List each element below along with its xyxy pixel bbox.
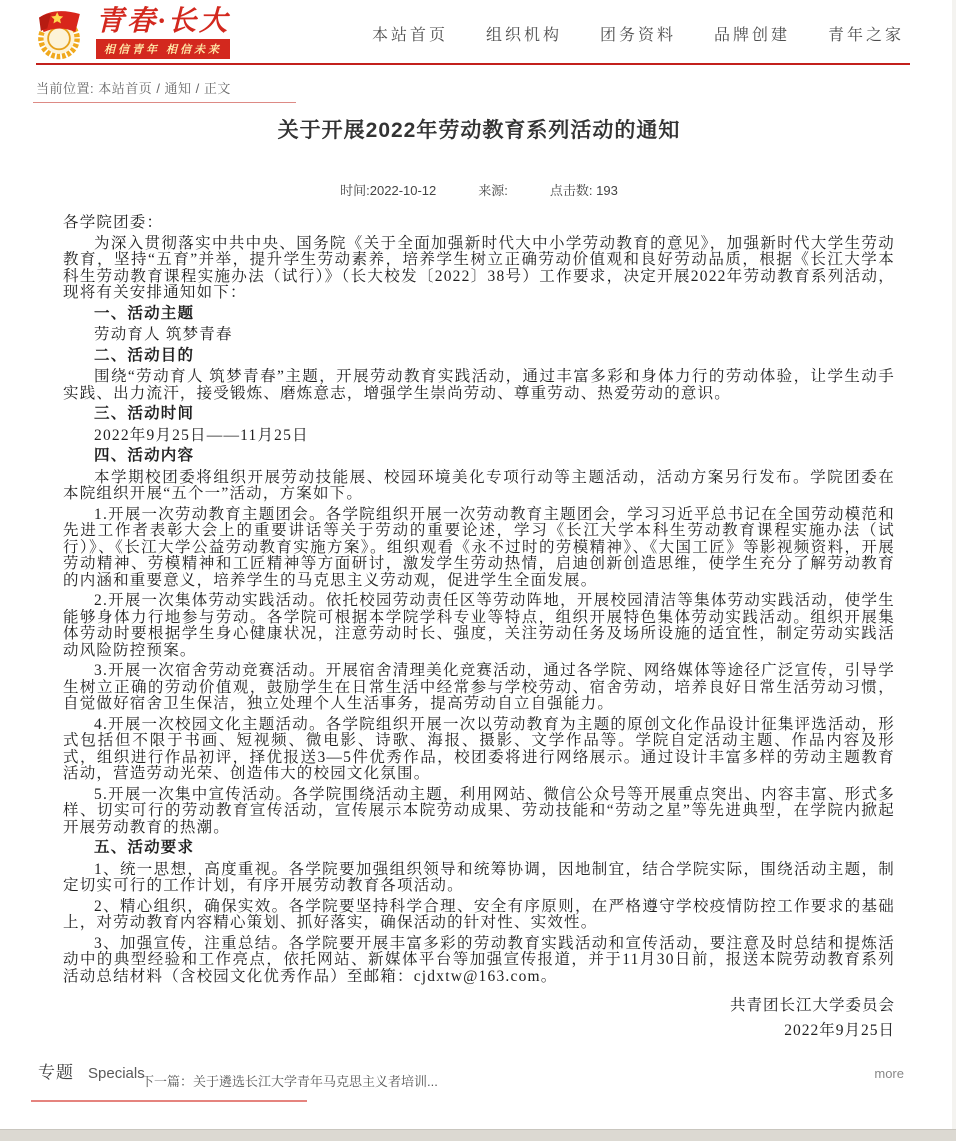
article-block-para: 围绕“劳动育人 筑梦青春”主题，开展劳动教育实践活动，通过丰富多彩和身体力行的劳动体验，让学生动手实践、出力流汗，接受锻炼、磨炼意志，增强学生崇尚劳动、尊重劳动、热爱劳动的意识。 [63,368,895,402]
article-block-para: 2.开展一次集体劳动实践活动。依托校园劳动责任区等劳动阵地，开展校园清洁等集体劳动实践活动，使学生能够身体力行地参与劳动。各学院可根据本学院学科专业等特点，组织开展特色集体劳动实践活动。组织开展集体劳动时要根据学生身心健康状况，注意劳动时长、强度，关注劳动任务及场所设施的适宜性，制定劳动实践活动风险防控预案。 [63,592,895,659]
page-right-edge [952,0,956,1129]
article-block-para: 为深入贯彻落实中共中央、国务院《关于全面加强新时代大中小学劳动教育的意见》，加强新时代大学生劳动教育，坚持“五育”并举，提升学生劳动素养，培养学生树立正确劳动价值观和良好劳动品质，根据《长江大学本科生劳动教育课程实施办法（试行）》（长大校发〔2022〕38号）工作要求，决定开展2022年劳动教育系列活动，现将有关安排通知如下： [63,234,895,301]
article-body [63,215,895,985]
article-block-heading: 三、活动时间 [94,405,195,422]
logo-slogan: 相信青年 相信未来 [96,39,230,59]
article-block-heading: 二、活动目的 [94,346,195,364]
article-block-heading: 一、活动主题 [94,304,195,322]
article-block-para: 本学期校团委将组织开展劳动技能展、校园环境美化专项行动等主题活动，活动方案另行发布。学院团委在本院组织开展“五个一”活动，方案如下。 [63,468,895,502]
article-block-para: 3.开展一次宿舍劳动竞赛活动。开展宿舍清理美化竞赛活动，通过各学院、网络媒体等途径广泛宣传，引导学生树立正确的劳动价值观，鼓励学生在日常生活中经常参与学校劳动、宿舍劳动，培养良好日常生活劳动习惯，自觉做好宿舍卫生保洁，独立处理个人生活事务，提高劳动自立自强能力。 [63,662,895,712]
nav-item-2[interactable]: 团务资料 [599,26,676,44]
logo-text-block [96,7,230,59]
youth-league-emblem-icon [30,4,88,62]
article-block-heading: 四、活动内容 [94,447,195,464]
specials-section-header [38,1058,904,1083]
article-block-plain: 劳动育人 筑梦青春 [94,326,233,343]
article-block-para: 1、统一思想，高度重视。各学院要加强组织领导和统筹协调，因地制宜，结合学院实际，围绕活动主题，制定切实可行的工作计划，有序开展劳动教育各项活动。 [63,860,895,894]
specials-more-link[interactable]: more [874,1066,904,1081]
main-nav [372,22,904,45]
article-block-para: 4.开展一次校园文化主题活动。各学院组织开展一次以劳动教育为主题的原创文化作品设计征集评选活动，形式包括但不限于书画、短视频、微电影、诗歌、海报、摄影、文学作品等。学院自定活动主题、作品内容及形式，组织进行作品初评，择优报送3—5件优秀作品，校团委将进行网络展示。通过设计丰富多样的劳动主题教育活动，营造劳动光荣、创造伟大的校园文化氛围。 [63,715,895,782]
breadcrumb[interactable]: 当前位置: 本站首页 / 通知 / 正文 [36,81,231,96]
article-block-para: 5.开展一次集中宣传活动。各学院围绕活动主题，利用网站、微信公众号等开展重点突出、内容丰富、形式多样、切实可行的劳动教育宣传活动，宣传展示本院劳动成果、劳动技能和“劳动之星”等先进典型，在学院内掀起开展劳动教育的热潮。 [63,785,895,836]
nav-item-4[interactable]: 青年之家 [827,26,904,44]
article-block-plain: 2022年9月25日——11月25日 [94,426,309,444]
page-bottom-band [0,1129,956,1141]
article-block-para: 2、精心组织，确保实效。各学院要坚持科学合理、安全有序原则，在严格遵守学校疫情防控工作要求的基础上，对劳动教育内容精心策划、抓好落实，确保活动的针对性、实效性。 [63,897,895,931]
article-hits: 点击数: 193 [549,183,618,198]
header-divider [36,63,910,65]
article-source: 来源: [478,183,508,198]
next-article-link[interactable]: 下一篇：关于遴选长江大学青年马克思主义者培训... [141,1074,438,1089]
specials-divider [31,1100,307,1102]
article-block-para: 3、加强宣传，注重总结。各学院要开展丰富多彩的劳动教育实践活动和宣传活动，要注意及时总结和提炼活动中的典型经验和工作亮点，依托网站、新媒体平台等加强宣传报道，并于11月30日前，报送本院劳动教育系列活动总结材料（含校园文化优秀作品）至邮箱：cjdxtw@163.com。 [63,934,895,985]
breadcrumb-divider [33,102,296,103]
specials-title-en: Specials [88,1065,145,1082]
article-meta [63,180,895,199]
logo-title: 青春·长大 [96,6,231,37]
signature-block [63,993,895,1043]
article-time: 时间:2022-10-12 [340,183,437,198]
article-block-para: 1.开展一次劳动教育主题团会。各学院组织开展一次劳动教育主题团会，学习习近平总书记在全国劳动模范和先进工作者表彰大会上的重要讲话等关于劳动的重要论述，学习《长江大学本科生劳动教育课程实施办法（试行）》、《长江大学公益劳动教育实施方案》。组织观看《永不过时的劳模精神》、《大国工匠》等影视频资料，开展劳动精神、劳模精神和工匠精神等方面研讨，激发学生劳动热情，启迪创新创造思维，使学生充分了解劳动教育的内涵和重要意义，培养学生的马克思主义劳动观，促进学生全面发展。 [63,505,895,589]
signature-org: 共青团长江大学委员会 [729,997,895,1014]
article-block-salutation: 各学院团委： [63,214,164,231]
site-logo[interactable] [30,4,230,62]
specials-title-cn: 专题 [38,1063,74,1082]
article-block-heading: 五、活动要求 [94,839,195,856]
nav-item-1[interactable]: 组织机构 [485,26,562,44]
nav-item-3[interactable]: 品牌创建 [713,26,790,44]
page-title: 关于开展2022年劳动教育系列活动的通知 [277,119,681,142]
nav-item-0[interactable]: 本站首页 [372,26,449,44]
signature-date: 2022年9月25日 [784,1022,895,1039]
site-header [30,4,904,62]
article [63,114,895,1090]
